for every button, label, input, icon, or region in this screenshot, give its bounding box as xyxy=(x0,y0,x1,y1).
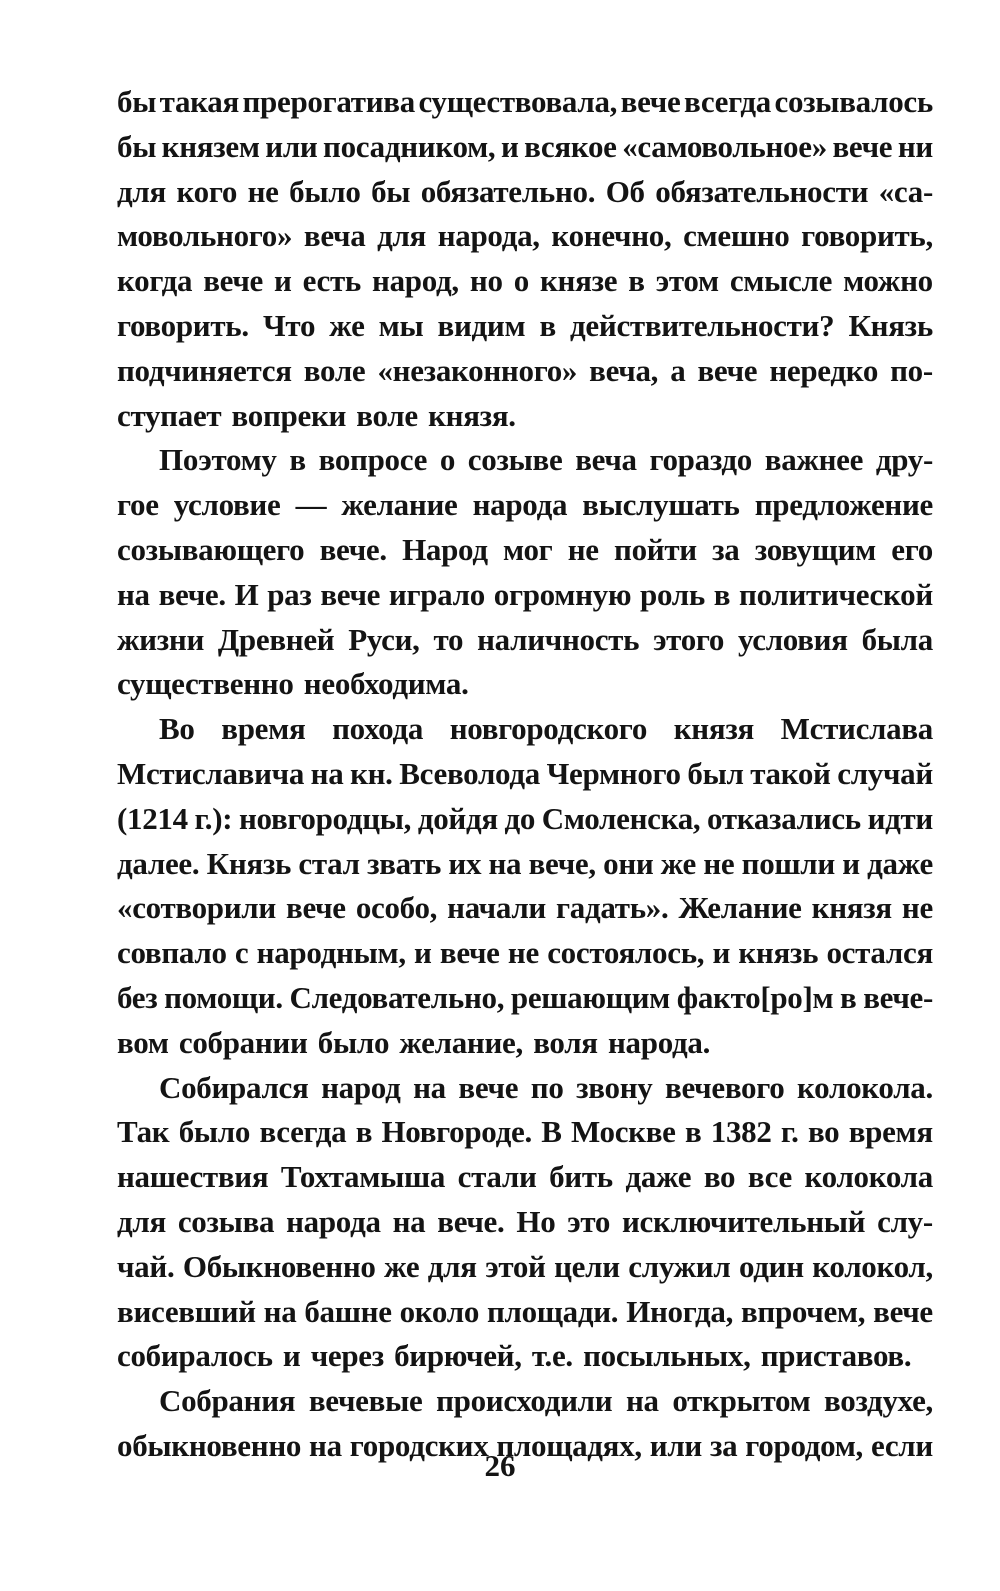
text-line: чай. Обыкновенно же для этой цели служил один колокол, xyxy=(117,1248,933,1284)
text-line: обыкновенно на городских площадях, или за городом, если xyxy=(117,1427,933,1463)
text-line: для кого не было бы обязательно. Об обязательности «са- xyxy=(117,173,933,209)
text-line: мовольного» веча для народа, конечно, смешно говорить, xyxy=(117,218,933,254)
text-line: бы такая прерогатива существовала, вече всегда созывалось xyxy=(117,84,933,119)
body-text xyxy=(117,80,933,1469)
text-line: жизни Древней Руси, то наличность этого условия была xyxy=(117,621,933,657)
text-line: далее. Князь стал звать их на вече, они же не пошли и даже xyxy=(117,845,933,881)
text-line: на вече. И раз вече играло огромную роль в политической xyxy=(117,576,933,612)
text-line: бы князем или посадником, и всякое «самовольное» вече ни xyxy=(117,128,933,164)
text-line: Во время похода новгородского князя Мстислава xyxy=(159,711,933,747)
text-line: собиралось и через бирючей, т.е. посыльных, приставов. xyxy=(117,1338,912,1374)
text-line: созывающего вече. Народ мог не пойти за зовущим его xyxy=(117,531,933,567)
text-line: совпало с народным, и вече не состоялось, и князь остался xyxy=(117,935,933,971)
text-line: нашествия Тохтамыша стали бить даже во все колокола xyxy=(117,1159,933,1195)
text-line: когда вече и есть народ, но о князе в этом смысле можно xyxy=(117,263,933,299)
text-line: подчиняется воле «незаконного» веча, а вече нередко по- xyxy=(117,352,933,388)
text-line: висевший на башне около площади. Иногда, впрочем, вече xyxy=(117,1293,933,1329)
text-line: (1214 г.): новгородцы, дойдя до Смоленска, отказались идти xyxy=(117,800,933,836)
text-line: «сотворили вече особо, начали гадать». Желание князя не xyxy=(117,890,933,926)
text-line: Поэтому в вопросе о созыве веча гораздо важнее дру- xyxy=(159,442,933,478)
text-line: Собирался народ на вече по звону вечевого колокола. xyxy=(159,1069,933,1105)
text-line: говорить. Что же мы видим в действительности? Князь xyxy=(117,307,933,343)
text-line: без помощи. Следовательно, решающим факто[ро]м в вече- xyxy=(117,979,933,1015)
text-line: существенно необходима. xyxy=(117,666,469,702)
text-line: Собрания вечевые происходили на открытом воздухе, xyxy=(159,1383,933,1419)
text-line: Мстиславича на кн. Всеволода Чермного был такой случай xyxy=(117,755,933,791)
page-number: 26 xyxy=(484,1448,516,1483)
text-line: для созыва народа на вече. Но это исключительный слу- xyxy=(117,1203,933,1239)
text-line: вом собрании было желание, воля народа. xyxy=(117,1024,711,1060)
text-line: ступает вопреки воле князя. xyxy=(117,397,516,433)
text-line: Так было всегда в Новгороде. В Москве в 1382 г. во время xyxy=(117,1114,933,1150)
text-line: гое условие — желание народа выслушать предложение xyxy=(117,487,933,523)
